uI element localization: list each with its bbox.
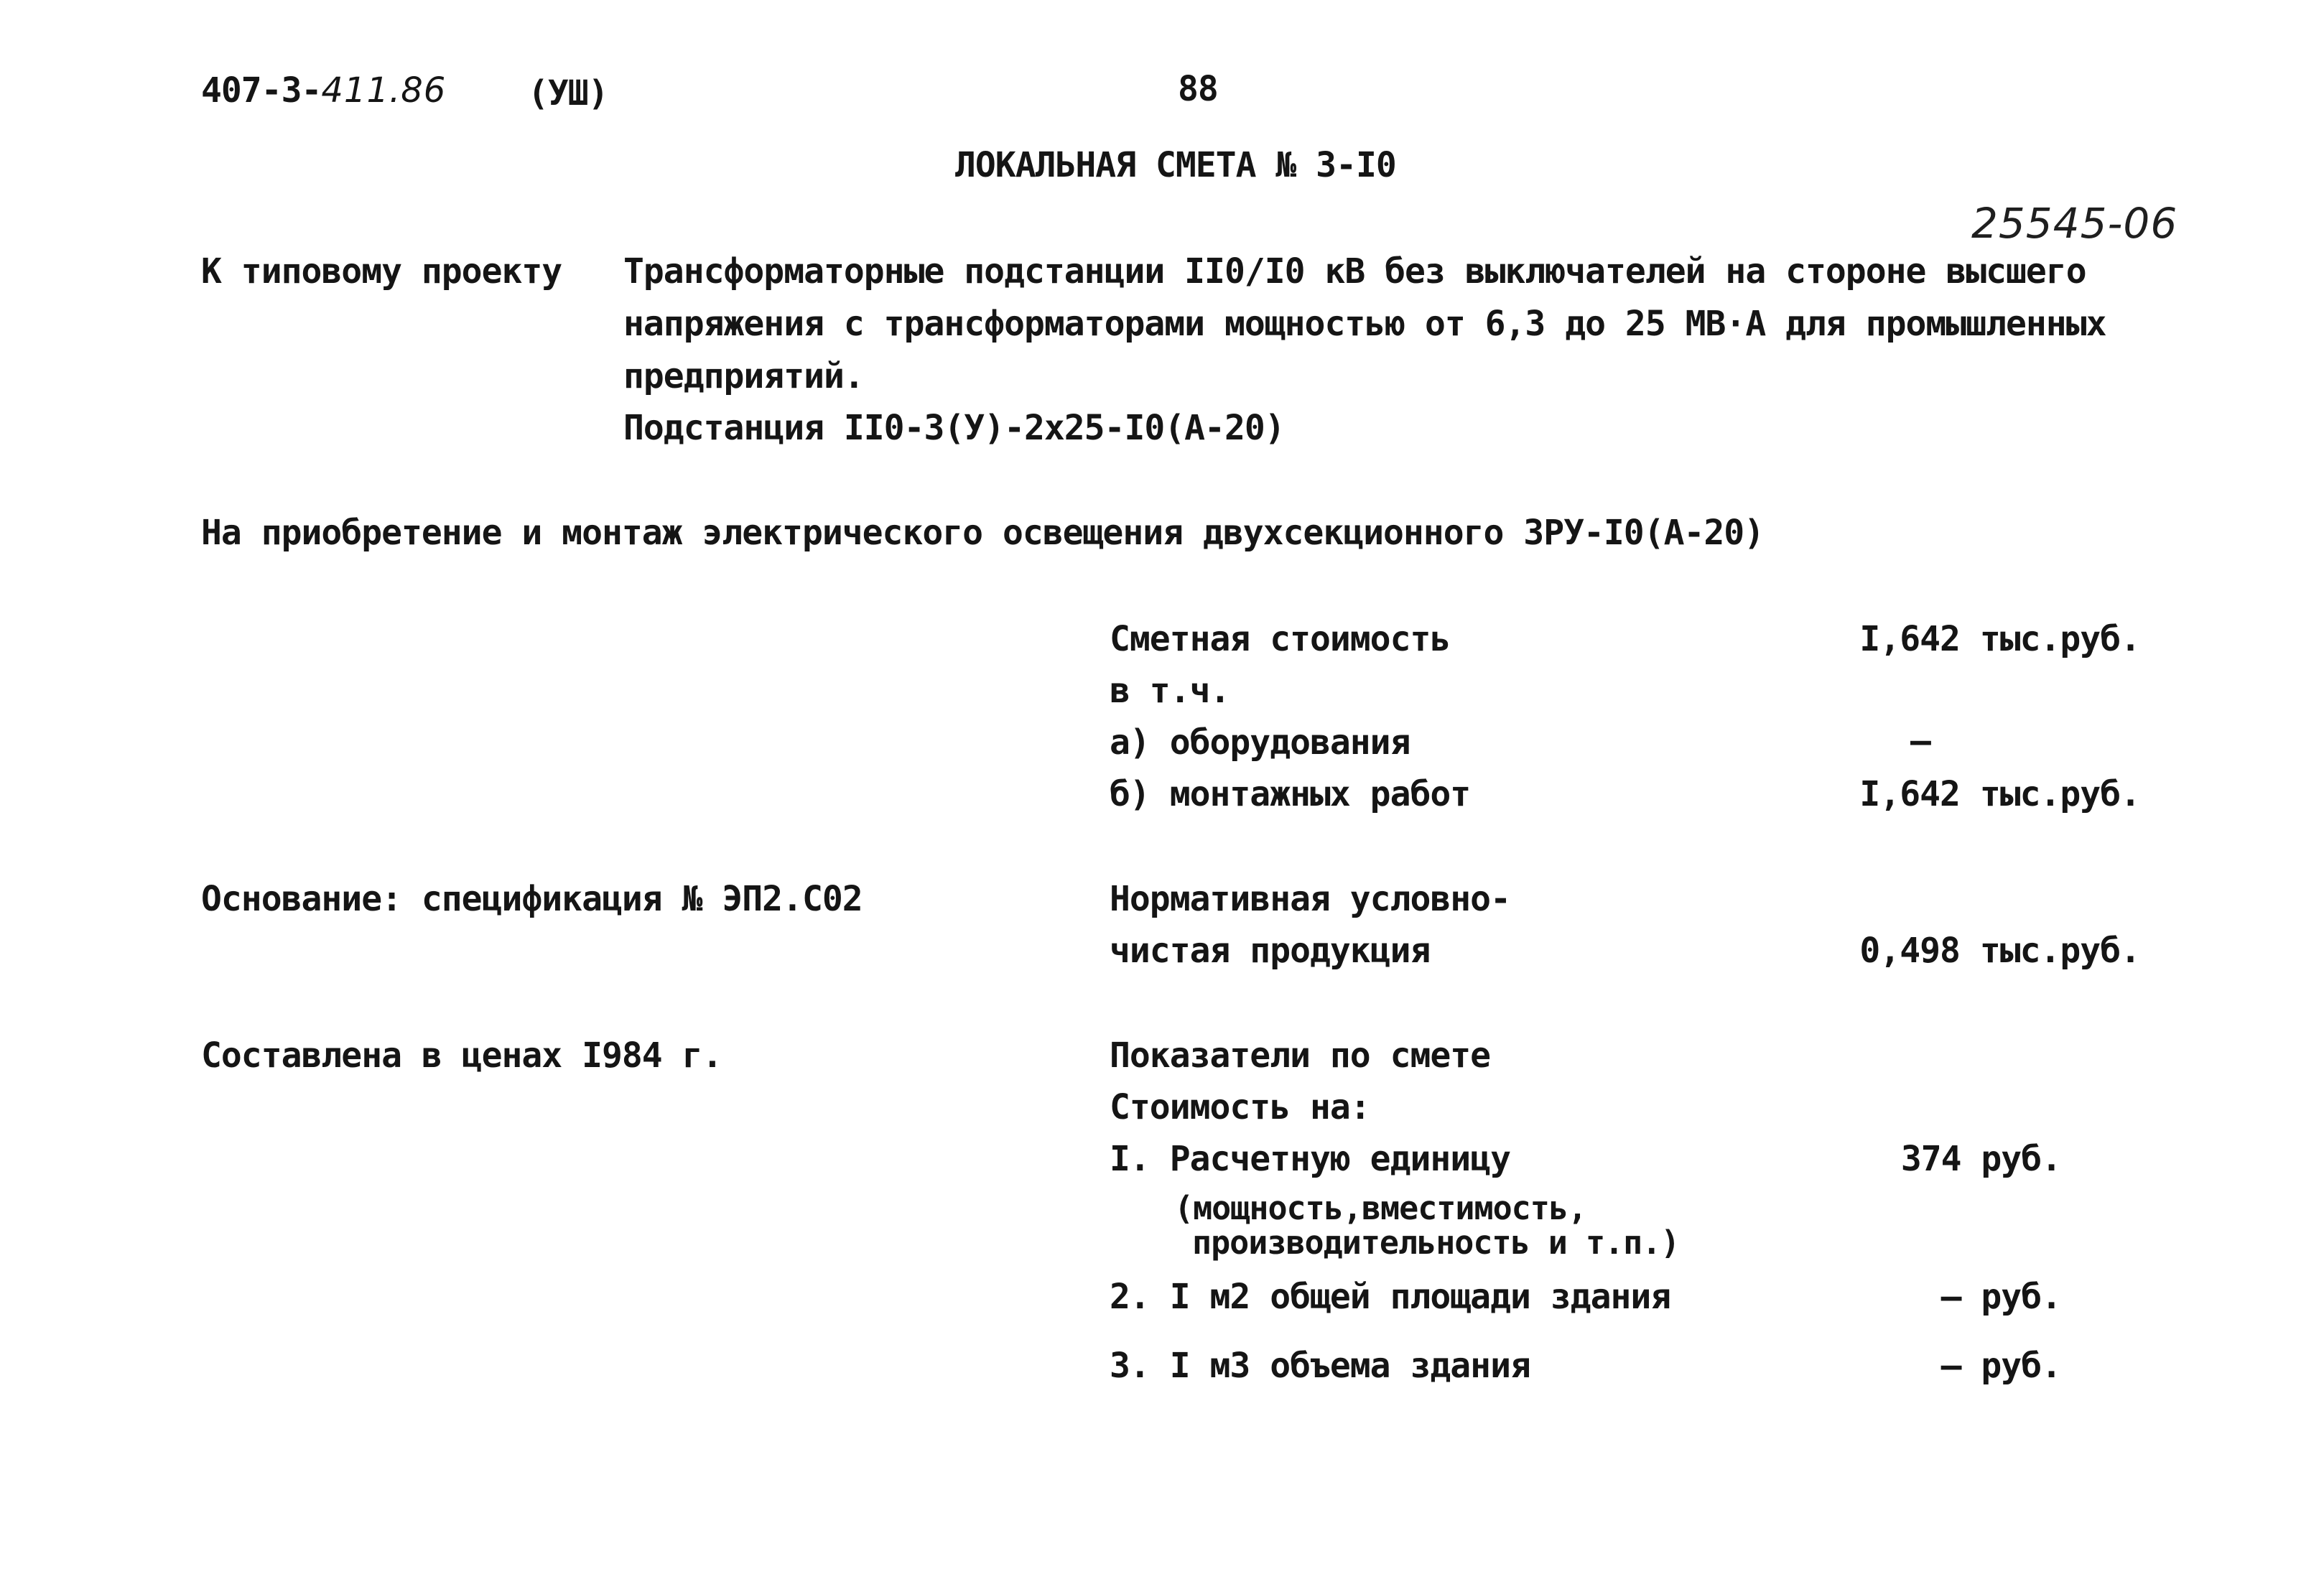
price-basis: Составлена в ценах I984 г. [201,1035,722,1076]
estimated-cost-value: I,642 тыс.руб. [1859,619,2140,659]
volume-cost-value: – руб. [1940,1346,2061,1386]
project-label: К типовому проекту [201,251,562,292]
page-number: 88 [1178,69,1218,109]
basis-specification: Основание: спецификация № ЭП2.С02 [201,879,863,919]
project-description-line-1: Трансформаторные подстанции II0/I0 кВ без выключателей на стороне высшего [623,251,2086,292]
cost-for-label: Стоимость на: [1110,1087,1370,1127]
calc-unit-note-line-1: (мощность,вместимость, [1174,1189,1587,1227]
normative-value: 0,498 тыс.руб. [1859,931,2140,971]
normative-label-line-2: чистая продукция [1110,931,1431,971]
project-description-line-2: напряжения с трансформаторами мощностью от 6,3 до 25 МВ·А для промышленных [623,304,2106,344]
equipment-value: – [1910,721,1930,761]
substation-name: Подстанция II0-3(У)-2х25-I0(А-20) [623,408,1285,448]
estimated-cost-label: Сметная стоимость [1110,619,1451,659]
inventory-number: 25545-06 [1971,199,2178,248]
installation-value: I,642 тыс.руб. [1859,774,2140,814]
volume-cost-label: 3. I м3 объема здания [1110,1346,1530,1386]
project-code-handwritten: 411.86 [321,70,447,111]
area-cost-label: 2. I м2 общей площади здания [1110,1277,1671,1317]
project-code [201,70,447,111]
area-cost-value: – руб. [1940,1277,2061,1317]
album-number: (УШ) [528,73,608,113]
calc-unit-label: I. Расчетную единицу [1110,1139,1510,1179]
calc-unit-note-line-2: производительность и т.п.) [1192,1224,1680,1262]
project-description-line-3: предприятий. [623,356,864,396]
equipment-label: а) оборудования [1110,722,1410,763]
installation-label: б) монтажных работ [1110,774,1471,814]
including-label: в т.ч. [1110,671,1230,711]
indicators-title: Показатели по смете [1110,1035,1491,1076]
estimate-purpose: На приобретение и монтаж электрического освещения двухсекционного ЗРУ-I0(А-20) [201,513,1765,553]
project-code-printed: 407-3- [201,70,322,111]
document-title: ЛОКАЛЬНАЯ СМЕТА № 3-I0 [955,145,1396,185]
calc-unit-value: 374 руб. [1900,1139,2061,1179]
normative-label-line-1: Нормативная условно- [1110,879,1510,919]
